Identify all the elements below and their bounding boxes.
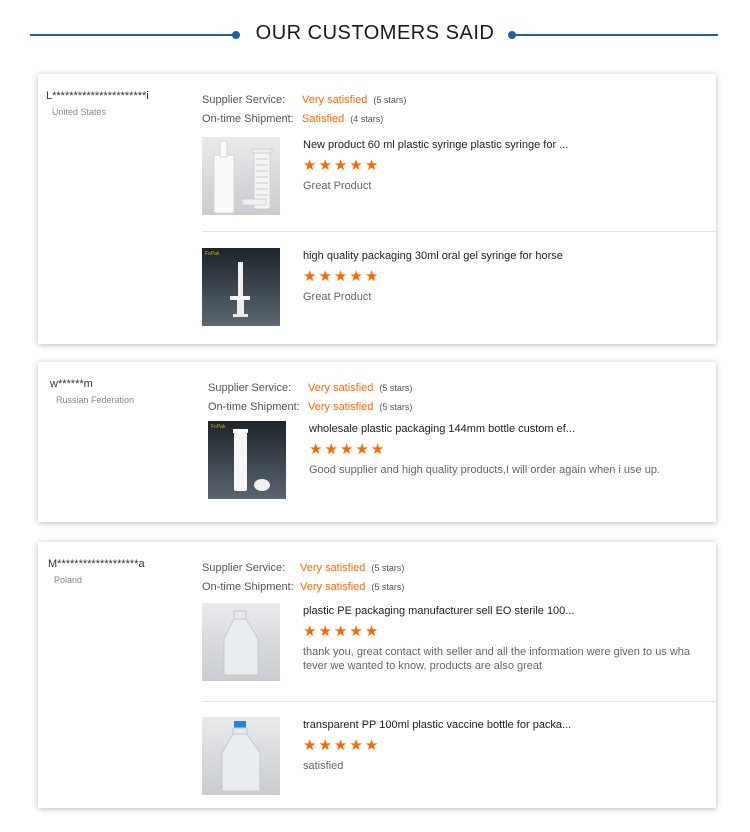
product-comment: Good supplier and high quality products,I will order again when i use up.	[309, 464, 660, 476]
shipment-row	[202, 577, 404, 596]
star-icon: ★	[318, 737, 332, 754]
star-icon: ★	[349, 623, 363, 640]
star-icon: ★	[318, 623, 332, 640]
product-title[interactable]: high quality packaging 30ml oral gel syringe for horse	[303, 250, 563, 262]
star-icon: ★	[349, 268, 363, 285]
reviewed-product[interactable]	[202, 137, 716, 237]
reviewed-product[interactable]	[202, 603, 716, 703]
buyer-info	[46, 90, 149, 117]
product-divider	[202, 701, 716, 702]
pp-vaccine-bottle-image[interactable]	[202, 717, 280, 795]
product-title[interactable]: wholesale plastic packaging 144mm bottle custom ef...	[309, 423, 575, 435]
shipment-value: Satisfied	[302, 112, 345, 125]
oral-syringe-image[interactable]	[202, 248, 280, 326]
star-icon: ★	[364, 268, 379, 285]
review-card	[38, 542, 716, 808]
supplier-service-row	[202, 558, 404, 577]
shipment-row	[202, 109, 406, 128]
product-stars	[303, 157, 703, 177]
buyer-country: Poland	[54, 575, 83, 585]
product-comment: thank you, great contact with seller and all the information were given to us whatever we wanted to know, products are also great	[303, 646, 691, 672]
shipment-count: (5 stars)	[371, 581, 405, 592]
star-icon: ★	[364, 157, 379, 174]
supplier-service-label: Supplier Service:	[202, 93, 286, 106]
star-icon: ★	[309, 441, 323, 458]
star-icon: ★	[333, 268, 348, 285]
star-icon: ★	[370, 441, 385, 458]
star-icon: ★	[303, 157, 317, 174]
product-info	[309, 421, 709, 477]
tube-bottle-image[interactable]	[208, 421, 286, 499]
star-icon: ★	[303, 737, 317, 754]
star-icon: ★	[333, 623, 348, 640]
supplier-service-row	[208, 378, 412, 397]
product-info	[303, 137, 703, 193]
review-card	[38, 74, 716, 344]
pe-bottle-image[interactable]	[202, 603, 280, 681]
star-icon: ★	[333, 737, 348, 754]
supplier-service-count: (5 stars)	[371, 562, 405, 573]
product-stars	[303, 623, 693, 643]
buyer-name: w******m	[50, 378, 93, 390]
product-stars	[309, 441, 709, 461]
product-info	[303, 603, 693, 673]
section-title: OUR CUSTOMERS SAID	[255, 22, 495, 44]
supplier-service-value: Very satisfied	[300, 561, 366, 574]
service-ratings	[202, 558, 404, 596]
shipment-count: (4 stars)	[350, 113, 384, 124]
shipment-row	[208, 397, 412, 416]
star-icon: ★	[303, 623, 317, 640]
product-divider	[202, 231, 716, 232]
shipment-value: Very satisfied	[308, 400, 374, 413]
supplier-service-value: Very satisfied	[302, 93, 368, 106]
buyer-info	[50, 378, 134, 405]
product-comment: Great Product	[303, 180, 372, 192]
star-icon: ★	[355, 441, 369, 458]
header-line-right	[512, 34, 718, 36]
shipment-label: On-time Shipment:	[208, 400, 300, 413]
star-icon: ★	[339, 441, 354, 458]
reviewed-product[interactable]	[202, 248, 716, 338]
brand-logo: FoPak	[211, 424, 226, 430]
shipment-label: On-time Shipment:	[202, 112, 294, 125]
product-stars	[303, 268, 703, 288]
star-icon: ★	[324, 441, 338, 458]
star-icon: ★	[364, 623, 379, 640]
shipment-label: On-time Shipment:	[202, 580, 294, 593]
review-card	[38, 362, 716, 522]
product-stars	[303, 737, 703, 757]
supplier-service-label: Supplier Service:	[208, 381, 292, 394]
product-info	[303, 248, 703, 304]
section-header	[0, 22, 750, 48]
service-ratings	[202, 90, 406, 128]
buyer-country: United States	[52, 107, 107, 117]
supplier-service-row	[202, 90, 406, 109]
star-icon: ★	[364, 737, 379, 754]
star-icon: ★	[333, 157, 348, 174]
shipment-value: Very satisfied	[300, 580, 366, 593]
product-comment: Great Product	[303, 291, 372, 303]
reviewed-product[interactable]	[208, 421, 708, 511]
service-ratings	[208, 378, 412, 416]
syringe-pair-image[interactable]	[202, 137, 280, 215]
reviewed-product[interactable]	[202, 717, 716, 797]
star-icon: ★	[318, 157, 332, 174]
supplier-service-value: Very satisfied	[308, 381, 374, 394]
product-comment: satisfied	[303, 760, 344, 772]
brand-logo: FoPak	[205, 251, 220, 257]
product-title[interactable]: transparent PP 100ml plastic vaccine bottle for packa...	[303, 719, 572, 731]
shipment-count: (5 stars)	[379, 401, 413, 412]
buyer-name: L**********************i	[46, 90, 149, 102]
product-divider-wrap	[202, 231, 716, 232]
supplier-service-label: Supplier Service:	[202, 561, 286, 574]
supplier-service-count: (5 stars)	[379, 382, 413, 393]
product-divider-wrap	[202, 701, 716, 702]
buyer-info	[48, 558, 145, 585]
star-icon: ★	[349, 737, 363, 754]
star-icon: ★	[318, 268, 332, 285]
star-icon: ★	[349, 157, 363, 174]
buyer-country: Russian Federation	[56, 395, 135, 405]
product-info	[303, 717, 703, 773]
product-title[interactable]: plastic PE packaging manufacturer sell EO sterile 100...	[303, 605, 575, 617]
product-title[interactable]: New product 60 ml plastic syringe plastic syringe for ...	[303, 139, 569, 151]
star-icon: ★	[303, 268, 317, 285]
supplier-service-count: (5 stars)	[373, 94, 407, 105]
buyer-name: M*******************a	[48, 558, 145, 570]
